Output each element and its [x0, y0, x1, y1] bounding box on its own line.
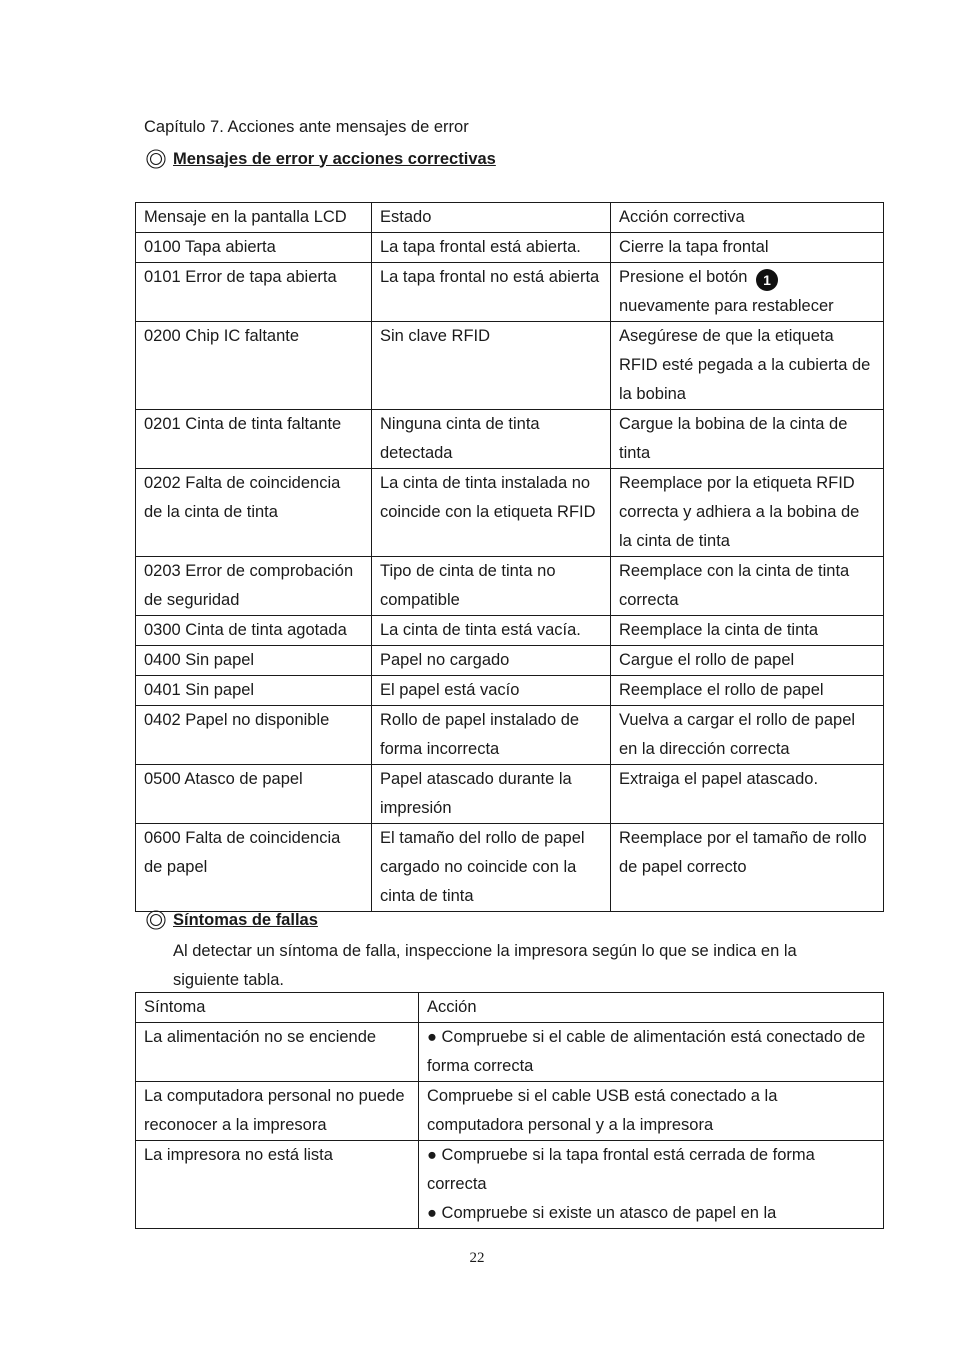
action-bullet: ● Compruebe si existe un atasco de papel en la: [427, 1204, 777, 1222]
action-cell: Reemplace por la etiqueta RFID correcta y adhiera a la bobina de la cinta de tinta: [611, 469, 884, 557]
message-cell: 0500 Atasco de papel: [136, 765, 372, 824]
status-cell: Rollo de papel instalado de forma incorrecta: [372, 706, 611, 765]
table-row: [136, 233, 884, 263]
button-1-icon: 1: [756, 269, 778, 291]
table-row: [136, 616, 884, 646]
message-cell: 0400 Sin papel: [136, 646, 372, 676]
section-heading-symptoms: [144, 908, 318, 932]
table-row: [136, 322, 884, 410]
action-cell: [611, 263, 884, 322]
header-cell: Mensaje en la pantalla LCD: [136, 203, 372, 233]
status-cell: Ninguna cinta de tinta detectada: [372, 410, 611, 469]
section-intro: Al detectar un síntoma de falla, inspeccione la impresora según lo que se indica en la siguiente tabla.: [173, 942, 797, 989]
status-cell: Tipo de cinta de tinta no compatible: [372, 557, 611, 616]
status-cell: La tapa frontal no está abierta: [372, 263, 611, 322]
header-cell: Síntoma: [136, 993, 419, 1023]
section-title: Mensajes de error y acciones correctivas: [173, 149, 496, 168]
message-cell: 0101 Error de tapa abierta: [136, 263, 372, 322]
table-row: [136, 706, 884, 765]
message-cell: 0201 Cinta de tinta faltante: [136, 410, 372, 469]
action-cell: Cierre la tapa frontal: [611, 233, 884, 263]
header-cell: Acción correctiva: [611, 203, 884, 233]
symptom-cell: La impresora no está lista: [136, 1141, 419, 1229]
table-row: [136, 410, 884, 469]
message-cell: 0600 Falta de coincidencia de papel: [136, 824, 372, 912]
page-number: 22: [469, 1250, 485, 1266]
symptoms-table: [135, 992, 884, 1229]
action-cell: Reemplace la cinta de tinta: [611, 616, 884, 646]
action-cell: Cargue el rollo de papel: [611, 646, 884, 676]
section-heading-errors: [144, 147, 496, 171]
symptom-cell: La computadora personal no puede reconocer a la impresora: [136, 1082, 419, 1141]
table-header-row: [136, 993, 884, 1023]
table-row: [136, 765, 884, 824]
double-circle-icon: [144, 147, 168, 171]
chapter-title: Capítulo 7. Acciones ante mensajes de error: [144, 118, 469, 136]
status-cell: El papel está vacío: [372, 676, 611, 706]
error-messages-table: [135, 202, 884, 912]
action-cell: Cargue la bobina de la cinta de tinta: [611, 410, 884, 469]
table-row: [136, 469, 884, 557]
action-cell: Reemplace con la cinta de tinta correcta: [611, 557, 884, 616]
header-cell: Estado: [372, 203, 611, 233]
action-bullet: ● Compruebe si la tapa frontal está cerrada de forma correcta: [427, 1146, 815, 1193]
action-cell: Compruebe si el cable USB está conectado a la computadora personal y a la impresora: [419, 1082, 884, 1141]
action-text: nuevamente para restablecer: [619, 297, 834, 315]
message-cell: 0203 Error de comprobación de seguridad: [136, 557, 372, 616]
table-header-row: [136, 203, 884, 233]
status-cell: Sin clave RFID: [372, 322, 611, 410]
header-cell: Acción: [419, 993, 884, 1023]
action-cell: Asegúrese de que la etiqueta RFID esté pegada a la cubierta de la bobina: [611, 322, 884, 410]
section-title: Síntomas de fallas: [173, 910, 318, 929]
table-row: [136, 676, 884, 706]
message-cell: 0200 Chip IC faltante: [136, 322, 372, 410]
message-cell: 0401 Sin papel: [136, 676, 372, 706]
status-cell: La cinta de tinta está vacía.: [372, 616, 611, 646]
message-cell: 0100 Tapa abierta: [136, 233, 372, 263]
table-row: [136, 1141, 884, 1229]
action-cell: [419, 1141, 884, 1229]
action-cell: Vuelva a cargar el rollo de papel en la dirección correcta: [611, 706, 884, 765]
table-row: [136, 263, 884, 322]
status-cell: La cinta de tinta instalada no coincide con la etiqueta RFID: [372, 469, 611, 557]
message-cell: 0300 Cinta de tinta agotada: [136, 616, 372, 646]
action-cell: Reemplace por el tamaño de rollo de papel correcto: [611, 824, 884, 912]
table-row: [136, 824, 884, 912]
action-cell: ● Compruebe si el cable de alimentación está conectado de forma correcta: [419, 1023, 884, 1082]
action-text: Presione el botón: [619, 268, 748, 286]
message-cell: 0202 Falta de coincidencia de la cinta de tinta: [136, 469, 372, 557]
status-cell: Papel no cargado: [372, 646, 611, 676]
status-cell: El tamaño del rollo de papel cargado no coincide con la cinta de tinta: [372, 824, 611, 912]
action-cell: Extraiga el papel atascado.: [611, 765, 884, 824]
double-circle-icon: [144, 908, 168, 932]
message-cell: 0402 Papel no disponible: [136, 706, 372, 765]
table-row: [136, 646, 884, 676]
status-cell: Papel atascado durante la impresión: [372, 765, 611, 824]
symptom-cell: La alimentación no se enciende: [136, 1023, 419, 1082]
table-row: [136, 1082, 884, 1141]
action-cell: Reemplace el rollo de papel: [611, 676, 884, 706]
table-row: [136, 1023, 884, 1082]
status-cell: La tapa frontal está abierta.: [372, 233, 611, 263]
table-row: [136, 557, 884, 616]
